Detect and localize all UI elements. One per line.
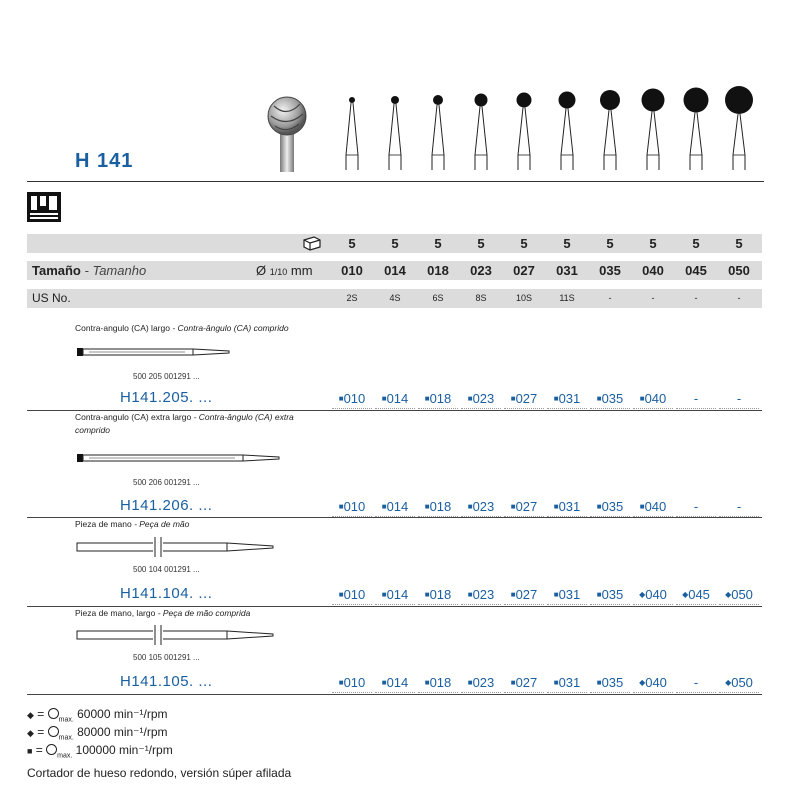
speed-marker-icon: ■ [467,678,473,687]
speed-marker-icon: ■ [467,394,473,403]
speed-marker-icon: ■ [338,394,344,403]
reference-code: H141.104. ... [120,585,213,602]
order-size-code[interactable]: ◆045 [676,585,716,605]
speed-marker-icon: ◆ [27,728,34,738]
order-size-code[interactable]: ■031 [547,389,587,409]
reference-code: H141.105. ... [120,673,213,690]
order-size-code[interactable]: ■023 [461,389,501,409]
order-number: 500 104 001291 ... [133,565,200,574]
speed-marker-icon: ■ [639,502,645,511]
speed-marker-icon: ■ [27,746,33,756]
us-number: - [633,289,673,308]
order-size-code[interactable]: - [676,497,716,517]
speed-marker-icon: ■ [596,502,602,511]
instrument-drawing [75,535,285,564]
speed-marker-icon: ◆ [27,710,34,720]
size-value: 045 [676,261,716,280]
speed-marker-icon: ■ [381,678,387,687]
size-unit: Ø 1/10 mm [256,263,313,278]
order-size-code[interactable]: ■018 [418,389,458,409]
order-size-code[interactable]: ■010 [332,585,372,605]
pack-quantity: 5 [633,234,673,253]
speed-marker-icon: ■ [467,590,473,599]
instrument-drawing [75,342,285,367]
header-divider [27,181,764,182]
pack-quantity: 5 [375,234,415,253]
speed-marker-icon: ■ [381,394,387,403]
footer-description: Cortador de hueso redondo, versión súper afilada [27,766,292,780]
order-size-code[interactable]: ■018 [418,673,458,693]
order-number: 500 205 001291 ... [133,372,200,381]
speed-marker-icon: ■ [553,590,559,599]
bur-size-drawing [674,82,718,177]
speed-dial-icon [48,708,59,719]
speed-marker-icon: ■ [467,502,473,511]
order-size-code[interactable]: ■040 [633,389,673,409]
speed-marker-icon: ■ [338,678,344,687]
speed-marker-icon: ◆ [725,678,732,687]
order-size-code[interactable]: ◆050 [719,673,759,693]
pack-quantity: 5 [676,234,716,253]
order-size-code[interactable]: ■031 [547,497,587,517]
speed-marker-icon: ■ [424,502,430,511]
bur-size-drawing [502,82,546,177]
order-size-code[interactable]: ■018 [418,497,458,517]
bur-size-drawing [330,82,374,177]
order-size-code[interactable]: ■040 [633,497,673,517]
pack-quantity: 5 [461,234,501,253]
speed-marker-icon: ■ [510,394,516,403]
order-size-code[interactable]: ■035 [590,673,630,693]
speed-marker-icon: ■ [596,394,602,403]
speed-dial-icon [48,726,59,737]
order-size-code[interactable]: ■014 [375,585,415,605]
order-size-code[interactable]: ■031 [547,585,587,605]
speed-dial-icon [46,744,57,755]
size-value: 010 [332,261,372,280]
speed-marker-icon: ◆ [639,590,646,599]
speed-marker-icon: ■ [553,678,559,687]
order-size-code[interactable]: ■023 [461,497,501,517]
size-value: 050 [719,261,759,280]
order-size-code[interactable]: ■023 [461,585,501,605]
instrument-drawing [75,448,285,473]
order-size-code[interactable]: ■014 [375,389,415,409]
us-number: 8S [461,289,501,308]
size-value: 031 [547,261,587,280]
speed-marker-icon: ■ [596,678,602,687]
order-size-code[interactable]: ■035 [590,585,630,605]
speed-marker-icon: ■ [510,590,516,599]
pack-quantity: 5 [590,234,630,253]
handpiece-type-description: Contra-angulo (CA) extra largo - Contra-ângulo (CA) extra comprido [75,412,294,435]
brand-logo-icon [27,192,61,222]
order-size-code[interactable]: ■027 [504,585,544,605]
order-size-code[interactable]: ■035 [590,497,630,517]
order-size-code[interactable]: - [676,389,716,409]
order-size-code[interactable]: ■035 [590,389,630,409]
bur-size-drawing [631,82,675,177]
size-value: 035 [590,261,630,280]
us-number: - [676,289,716,308]
order-size-code[interactable]: ■014 [375,497,415,517]
reference-code: H141.205. ... [120,389,213,406]
order-size-code[interactable]: ◆040 [633,585,673,605]
us-number: 4S [375,289,415,308]
speed-marker-icon: ■ [424,678,430,687]
order-size-code[interactable]: ■018 [418,585,458,605]
order-size-code[interactable]: ■014 [375,673,415,693]
order-size-code[interactable]: ■010 [332,497,372,517]
speed-marker-icon: ◆ [639,678,646,687]
order-size-code[interactable]: - [719,497,759,517]
speed-marker-icon: ■ [639,394,645,403]
order-number: 500 206 001291 ... [133,478,200,487]
speed-legend-item: ◆ = $_{max.}$ 80000 min⁻¹/rpm [27,725,168,742]
speed-marker-icon: ■ [381,502,387,511]
speed-marker-icon: ■ [510,502,516,511]
us-number: 2S [332,289,372,308]
order-size-code[interactable]: ◆040 [633,673,673,693]
bur-size-drawing [459,82,503,177]
pack-quantity: 5 [547,234,587,253]
us-number: 6S [418,289,458,308]
bur-size-drawing [416,82,460,177]
speed-marker-icon: ■ [338,590,344,599]
speed-marker-icon: ■ [510,678,516,687]
handpiece-type-description: Pieza de mano, largo - Peça de mão comprida [75,608,251,618]
order-size-code[interactable]: ◆050 [719,585,759,605]
speed-marker-icon: ◆ [725,590,732,599]
size-value: 027 [504,261,544,280]
pack-quantity: 5 [418,234,458,253]
handpiece-type-description: Contra-angulo (CA) largo - Contra-ângulo (CA) comprido [75,323,289,333]
speed-marker-icon: ■ [338,502,344,511]
us-number: 10S [504,289,544,308]
bur-size-drawing [717,82,761,177]
size-value: 023 [461,261,501,280]
pack-quantity: 5 [332,234,372,253]
speed-marker-icon: ■ [424,590,430,599]
size-value: 014 [375,261,415,280]
order-size-code[interactable]: - [676,673,716,693]
order-number: 500 105 001291 ... [133,653,200,662]
speed-marker-icon: ■ [596,590,602,599]
size-label: Tamaño - Tamanho [32,263,147,278]
size-value: 018 [418,261,458,280]
speed-legend-item: ◆ = $_{max.}$ 60000 min⁻¹/rpm [27,707,168,724]
bur-photo [262,92,312,172]
order-size-code[interactable]: ■027 [504,673,544,693]
order-size-code[interactable]: ■010 [332,389,372,409]
us-number: - [719,289,759,308]
bur-size-drawing [545,82,589,177]
order-size-code[interactable]: ■023 [461,673,501,693]
us-number: 11S [547,289,587,308]
pack-quantity: 5 [719,234,759,253]
speed-marker-icon: ■ [553,502,559,511]
speed-marker-icon: ■ [381,590,387,599]
section-divider [27,694,762,695]
order-size-code[interactable]: - [719,389,759,409]
speed-legend-item: ■ = $_{max.}$ 100000 min⁻¹/rpm [27,743,173,760]
bur-size-drawing [373,82,417,177]
order-size-code[interactable]: ■027 [504,389,544,409]
order-size-code[interactable]: ■031 [547,673,587,693]
size-value: 040 [633,261,673,280]
us-number: - [590,289,630,308]
speed-marker-icon: ■ [424,394,430,403]
order-size-code[interactable]: ■027 [504,497,544,517]
bur-size-drawing [588,82,632,177]
handpiece-type-description: Pieza de mano - Peça de mão [75,519,190,529]
reference-code: H141.206. ... [120,497,213,514]
product-title: H 141 [75,150,134,172]
pack-quantity: 5 [504,234,544,253]
instrument-drawing [75,623,285,652]
order-size-code[interactable]: ■010 [332,673,372,693]
speed-marker-icon: ◆ [682,590,689,599]
package-icon [302,236,322,256]
speed-marker-icon: ■ [553,394,559,403]
us-label: US No. [32,291,71,305]
